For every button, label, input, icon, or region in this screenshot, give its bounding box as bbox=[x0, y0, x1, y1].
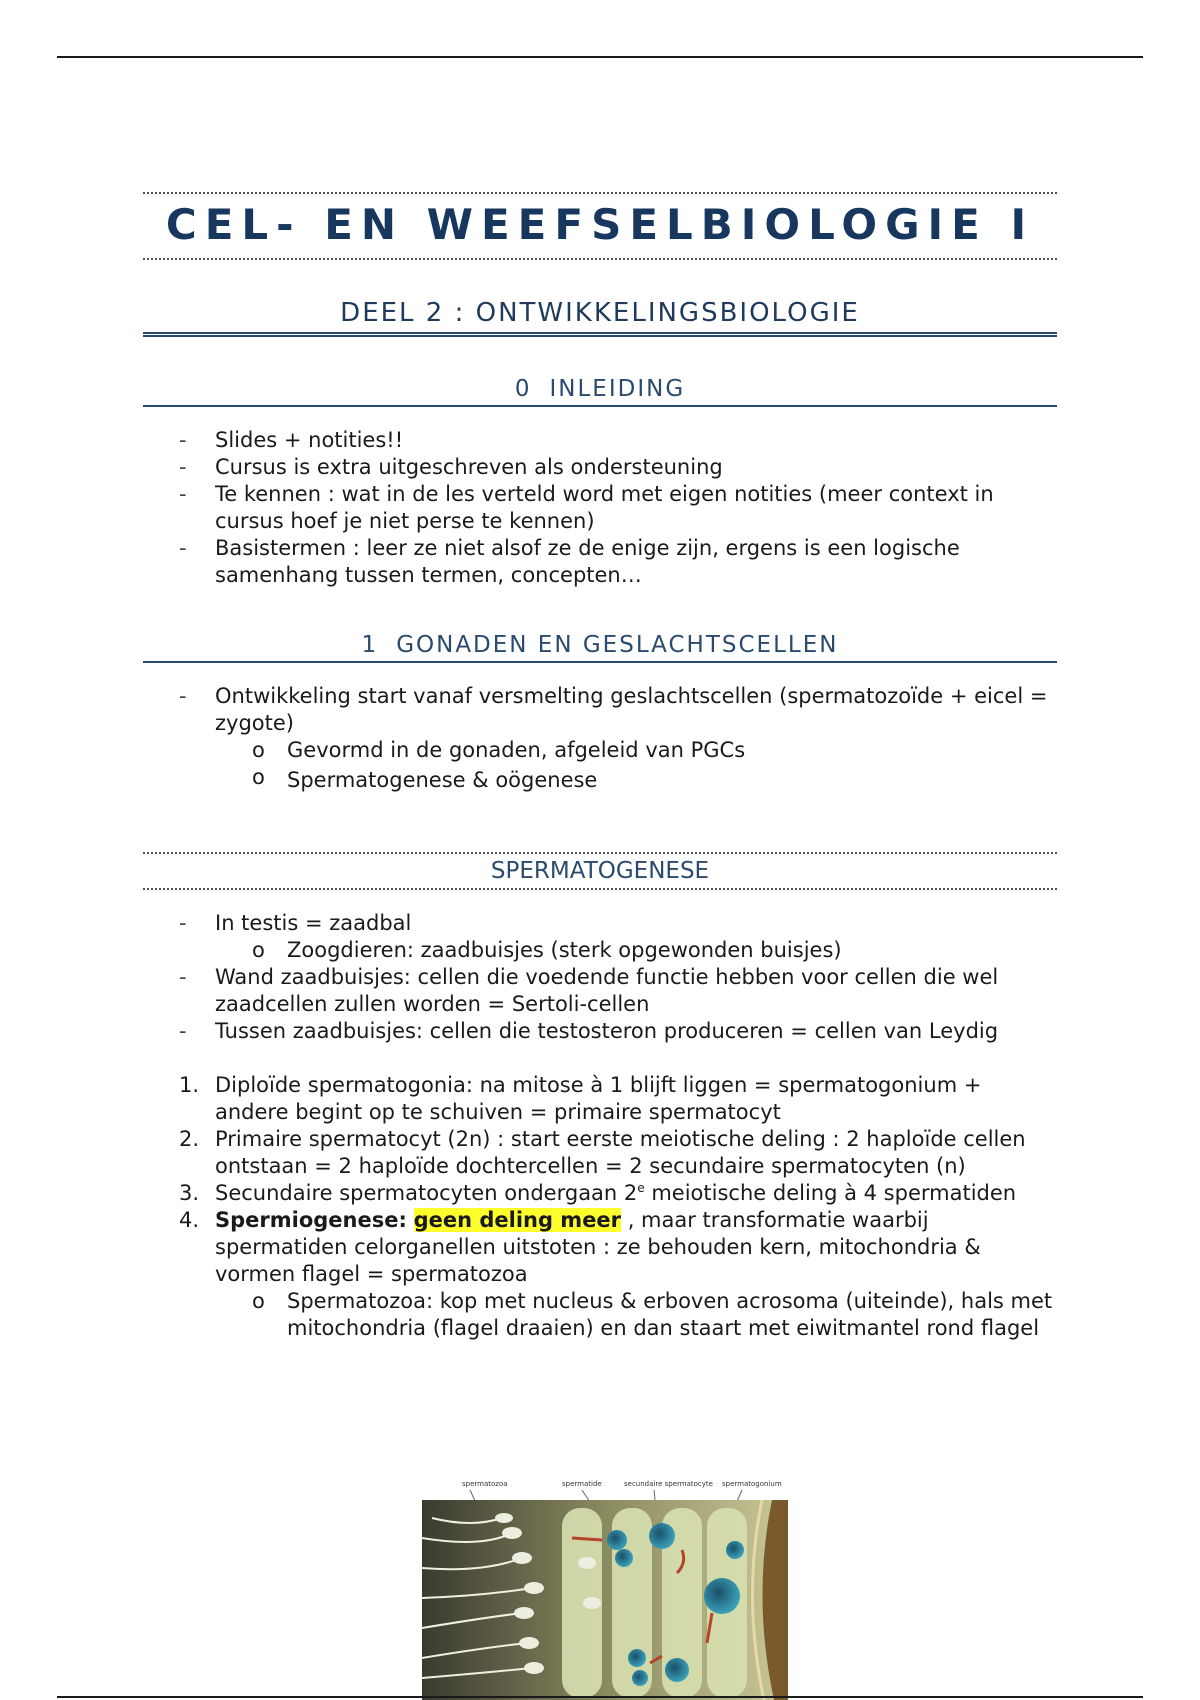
step-number: 3. bbox=[179, 1181, 200, 1205]
sub-list-item: o Spermatozoa: kop met nucleus & erboven acrosoma (uiteinde), hals met mitochondria (flagel draaien) en dan staart met eiwitmantel rond flagel bbox=[215, 1288, 1057, 1342]
page-top-rule bbox=[57, 56, 1143, 58]
sub-list-item: o Zoogdieren: zaadbuisjes (sterk opgewonden buisjes) bbox=[215, 937, 1057, 964]
part-heading: DEEL 2 : ONTWIKKELINGSBIOLOGIE bbox=[143, 298, 1057, 337]
list-item: - Tussen zaadbuisjes: cellen die testosteron produceren = cellen van Leydig bbox=[143, 1018, 1057, 1045]
list-item: - Te kennen : wat in de les verteld word met eigen notities (meer context in cursus hoef je niet perse te kennen) bbox=[143, 481, 1057, 535]
list-item bbox=[143, 683, 1057, 794]
list-item: - Cursus is extra uitgeschreven als ondersteuning bbox=[143, 454, 1057, 481]
list-item: - Basistermen : leer ze niet alsof ze de enige zijn, ergens is een logische samenhang tussen termen, concepten… bbox=[143, 535, 1057, 589]
figure-label: secundaire spermatocyte bbox=[624, 1480, 713, 1488]
document-title: CEL- EN WEEFSELBIOLOGIE I bbox=[165, 200, 1035, 249]
page-bottom-rule bbox=[57, 1696, 1143, 1698]
subsection-heading-spermatogenesis: SPERMATOGENESE bbox=[143, 852, 1057, 890]
step-text-a: Secundaire spermatocyten ondergaan 2 bbox=[215, 1181, 638, 1205]
step-item bbox=[143, 1207, 1057, 1342]
step-number: 4. bbox=[179, 1208, 200, 1232]
gonads-list bbox=[143, 683, 1057, 794]
list-item bbox=[143, 910, 1057, 964]
step-text-b: meiotische deling à 4 spermatiden bbox=[644, 1181, 1017, 1205]
section-number: 1 bbox=[361, 632, 379, 658]
sub-list-item: o Gevormd in de gonaden, afgeleid van PGCs bbox=[215, 737, 1057, 764]
step-number: 2. bbox=[179, 1127, 200, 1151]
section-heading-intro bbox=[143, 375, 1057, 407]
highlighted-text: geen deling meer bbox=[413, 1208, 622, 1232]
section-title: GONADEN EN GESLACHTSCELLEN bbox=[396, 632, 839, 658]
sub-list-item: o Spermatogenese & oögenese bbox=[215, 764, 1057, 794]
step-item bbox=[143, 1072, 1057, 1126]
step-item bbox=[143, 1126, 1057, 1180]
step-item bbox=[143, 1180, 1057, 1207]
section-number: 0 bbox=[514, 376, 532, 402]
intro-list bbox=[143, 427, 1057, 589]
figure-label: spermatozoa bbox=[462, 1480, 508, 1488]
document-body bbox=[143, 192, 1057, 1342]
list-item-text: Ontwikkeling start vanaf versmelting geslachtscellen (spermatozoïde + eicel = zygote) bbox=[215, 684, 1048, 735]
seminiferous-tubule-figure bbox=[422, 1478, 788, 1700]
list-item: - Slides + notities!! bbox=[143, 427, 1057, 454]
title-box bbox=[143, 192, 1057, 260]
step-text: , maar transformatie waarbij spermatiden celorganellen uitstoten : ze behouden kern, mitochondria & vormen flagel = spermatozoa bbox=[215, 1208, 981, 1286]
step-number: 1. bbox=[179, 1073, 200, 1097]
figure-label: spermatogonium bbox=[722, 1480, 782, 1488]
superscript: e bbox=[637, 1181, 645, 1195]
list-item-text: In testis = zaadbal bbox=[215, 911, 412, 935]
spermatogenesis-list bbox=[143, 910, 1057, 1342]
figure-illustration bbox=[422, 1478, 788, 1700]
steps-list bbox=[143, 1072, 1057, 1342]
list-item: - Wand zaadbuisjes: cellen die voedende functie hebben voor cellen die wel zaadcellen zullen worden = Sertoli-cellen bbox=[143, 964, 1057, 1018]
section-heading-gonads bbox=[143, 631, 1057, 663]
section-title: INLEIDING bbox=[549, 376, 686, 402]
figure-label: spermatide bbox=[562, 1480, 602, 1488]
step-bold-term: Spermiogenese: bbox=[215, 1208, 407, 1232]
step-text: Diploïde spermatogonia: na mitose à 1 blijft liggen = spermatogonium + andere begint op te schuiven = primaire spermatocyt bbox=[215, 1073, 982, 1124]
step-text: Primaire spermatocyt (2n) : start eerste meiotische deling : 2 haploïde cellen ontstaan = 2 haploïde dochtercellen = 2 secundaire spermatocyten (n) bbox=[215, 1127, 1026, 1178]
